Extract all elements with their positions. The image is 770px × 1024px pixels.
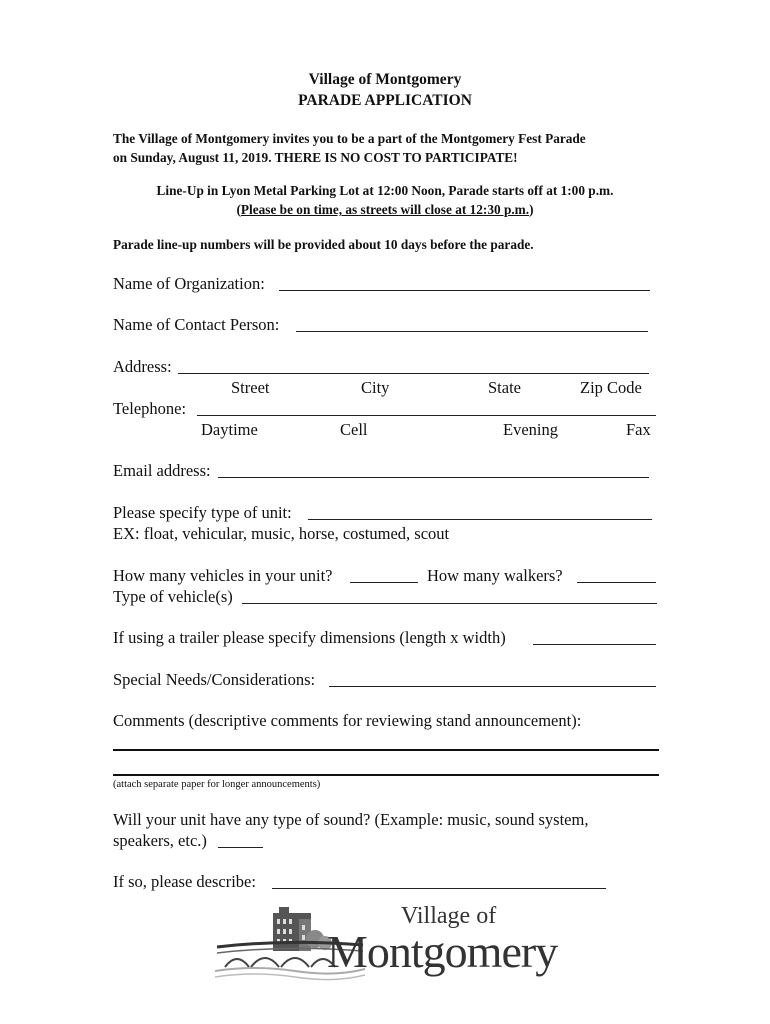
sound-answer-field[interactable] — [218, 847, 263, 848]
address-sub-zip: Zip Code — [580, 378, 642, 397]
special-needs-label: Special Needs/Considerations: — [113, 670, 316, 689]
describe-label: If so, please describe: — [113, 872, 256, 891]
special-needs-field[interactable] — [329, 686, 656, 687]
vehicles-field[interactable] — [350, 582, 418, 583]
comments-label: Comments (descriptive comments for reviewing stand announcement): — [113, 711, 582, 730]
contact-label: Name of Contact Person: — [113, 315, 280, 334]
organization-field[interactable] — [279, 290, 650, 291]
lineup-paren-close: ) — [529, 202, 534, 217]
lineup-paren-open: ( — [236, 202, 241, 217]
unit-type-field[interactable] — [308, 519, 652, 520]
vehicles-label: How many vehicles in your unit? — [113, 566, 333, 585]
contact-field[interactable] — [296, 331, 648, 332]
intro-line-2: on Sunday, August 11, 2019. THERE IS NO COST TO PARTICIPATE! — [113, 150, 518, 165]
address-label: Address: — [113, 357, 172, 376]
lineup-numbers-note: Parade line-up numbers will be provided about 10 days before the parade. — [113, 237, 534, 252]
sound-question-line-1: Will your unit have any type of sound? (Example: music, sound system, — [113, 810, 589, 829]
walkers-field[interactable] — [577, 582, 656, 583]
village-logo — [215, 905, 560, 983]
lineup-line-2 — [0, 202, 770, 218]
logo-small-text: Village of — [401, 903, 497, 929]
unit-type-label: Please specify type of unit: — [113, 503, 292, 522]
trailer-label: If using a trailer please specify dimensions (length x width) — [113, 628, 506, 647]
comments-line-1[interactable] — [113, 749, 659, 751]
intro-line-1: The Village of Montgomery invites you to be a part of the Montgomery Fest Parade — [113, 131, 586, 146]
vehicle-type-label: Type of vehicle(s) — [113, 587, 233, 606]
lineup-warning: Please be on time, as streets will close at 12:30 p.m. — [240, 202, 530, 217]
attach-note: (attach separate paper for longer announcements) — [113, 779, 321, 790]
unit-type-example: EX: float, vehicular, music, horse, costumed, scout — [113, 524, 450, 543]
lineup-line-1: Line-Up in Lyon Metal Parking Lot at 12:00 Noon, Parade starts off at 1:00 p.m. — [156, 183, 614, 198]
describe-field[interactable] — [272, 888, 606, 889]
comments-line-2[interactable] — [113, 774, 659, 776]
page-subtitle: PARADE APPLICATION — [298, 92, 472, 109]
walkers-label: How many walkers? — [427, 566, 563, 585]
telephone-sub-cell: Cell — [340, 420, 368, 439]
telephone-label: Telephone: — [113, 399, 187, 418]
vehicle-type-field[interactable] — [242, 603, 657, 604]
sound-question-line-2: speakers, etc.) — [113, 831, 207, 850]
trailer-field[interactable] — [533, 644, 656, 645]
telephone-sub-daytime: Daytime — [201, 420, 258, 439]
address-sub-street: Street — [231, 378, 270, 397]
address-field[interactable] — [178, 373, 649, 374]
email-label: Email address: — [113, 461, 211, 480]
telephone-sub-fax: Fax — [626, 420, 651, 439]
logo-big-text: Montgomery — [327, 926, 558, 977]
address-sub-city: City — [361, 378, 390, 397]
email-field[interactable] — [218, 477, 649, 478]
page-title: Village of Montgomery — [308, 71, 462, 88]
telephone-field[interactable] — [197, 415, 656, 416]
organization-label: Name of Organization: — [113, 274, 265, 293]
telephone-sub-evening: Evening — [503, 420, 558, 439]
address-sub-state: State — [488, 378, 521, 397]
